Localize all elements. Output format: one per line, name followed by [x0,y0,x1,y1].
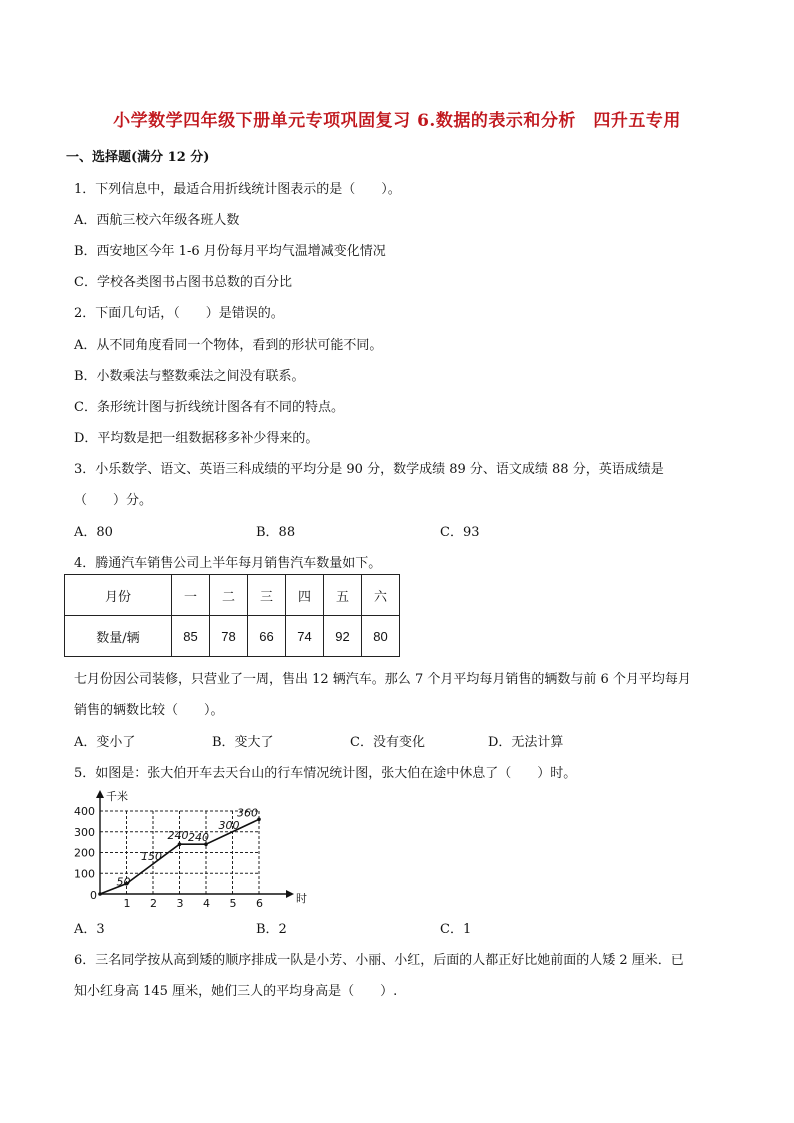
table-cell-value: 74 [286,616,324,657]
q3-option-b: B．88 [256,525,296,540]
q2-option-c: C．条形统计图与折线统计图各有不同的特点。 [74,400,344,415]
x-axis-label: 时 [296,892,307,905]
q5-option-c: C．1 [440,922,472,937]
y-tick-label: 400 [74,805,95,818]
q1-option-b: B．西安地区今年 1-6 月份每月平均气温增减变化情况 [74,244,386,259]
q4-option-a: A．变小了 [74,735,136,750]
x-tick-label: 6 [256,897,263,910]
x-tick-label: 5 [229,897,237,910]
data-label: 150 [141,849,162,863]
q3-stem-line1: 3．小乐数学、语文、英语三科成绩的平均分是 90 分，数学成绩 89 分、语文成绩 88 分，英语成绩是 [74,462,664,477]
q4-option-b: B．变大了 [212,735,274,750]
x-axis-arrow [286,890,294,898]
q4-text-line1: 七月份因公司装修，只营业了一周，售出 12 辆汽车。那么 7 个月平均每月销售的辆数与前 6 个月平均每月 [74,672,691,687]
table-cell-value: 80 [362,616,400,657]
table-cell-month: 一 [172,575,210,616]
x-tick-label: 2 [150,897,157,910]
section-heading: 一、选择题(满分 12 分) [66,150,210,165]
table-cell-value: 78 [210,616,248,657]
x-tick-label: 3 [176,897,184,910]
data-label: 240 [167,829,189,843]
q5-stem: 5．如图是：张大伯开车去天台山的行车情况统计图，张大伯在途中休息了（ ）时。 [74,766,577,781]
table-header-month: 月份 [65,575,172,616]
sales-table [64,574,400,657]
distance-time-chart [66,786,316,912]
q2-option-a: A．从不同角度看同一个物体，看到的形状可能不同。 [74,338,383,353]
table-cell-value: 85 [172,616,210,657]
q6-line2: 知小红身高 145 厘米，她们三人的平均身高是（ ）. [74,984,398,999]
y-axis-arrow [96,790,104,798]
origin-label: 0 [90,889,97,902]
table-cell-value: 92 [324,616,362,657]
data-label: 360 [237,806,258,820]
q2-option-b: B．小数乘法与整数乘法之间没有联系。 [74,369,305,384]
x-tick-label: 1 [123,897,131,910]
q1-stem: 1．下列信息中，最适合用折线统计图表示的是（ ）。 [74,182,401,197]
table-cell-month: 四 [286,575,324,616]
q4-option-d: D．无法计算 [488,735,564,750]
data-label: 240 [188,831,209,845]
data-label: 50 [116,875,131,889]
table-cell-month: 二 [210,575,248,616]
x-tick-label: 4 [203,897,210,910]
y-tick-label: 300 [74,825,95,839]
q2-stem: 2．下面几句话，（ ）是错误的。 [74,306,284,321]
table-cell-value: 66 [248,616,286,657]
data-point [178,842,182,846]
q4-text-line2: 销售的辆数比较（ ）。 [74,703,224,718]
data-label: 300 [218,818,240,832]
q1-option-a: A．西航三校六年级各班人数 [74,213,240,228]
q2-option-d: D．平均数是把一组数据移多补少得来的。 [74,431,319,446]
table-cell-month: 五 [324,575,362,616]
table-header-quantity: 数量/辆 [65,616,172,657]
q3-option-a: A．80 [74,525,113,540]
y-tick-label: 200 [74,846,95,860]
q5-option-b: B．2 [256,922,287,937]
table-row-months [65,575,400,616]
data-point [98,892,102,896]
q5-option-a: A．3 [74,922,105,937]
table-row-quantity [65,616,400,657]
q4-option-c: C．没有变化 [350,735,425,750]
q3-stem-line2: （ ）分。 [74,493,153,508]
q4-stem: 4．腾通汽车销售公司上半年每月销售汽车数量如下。 [74,556,382,571]
y-axis-label: 千米 [106,790,128,803]
page-title: 小学数学四年级下册单元专项巩固复习 6.数据的表示和分析 四升五专用 [113,111,681,131]
table-cell-month: 六 [362,575,400,616]
q3-option-c: C．93 [440,525,480,540]
table-cell-month: 三 [248,575,286,616]
q1-option-c: C．学校各类图书占图书总数的百分比 [74,275,292,290]
q6-line1: 6．三名同学按从高到矮的顺序排成一队是小芳、小丽、小红，后面的人都正好比她前面的人矮 2 厘米．已 [74,953,684,968]
y-tick-label: 100 [74,867,95,881]
